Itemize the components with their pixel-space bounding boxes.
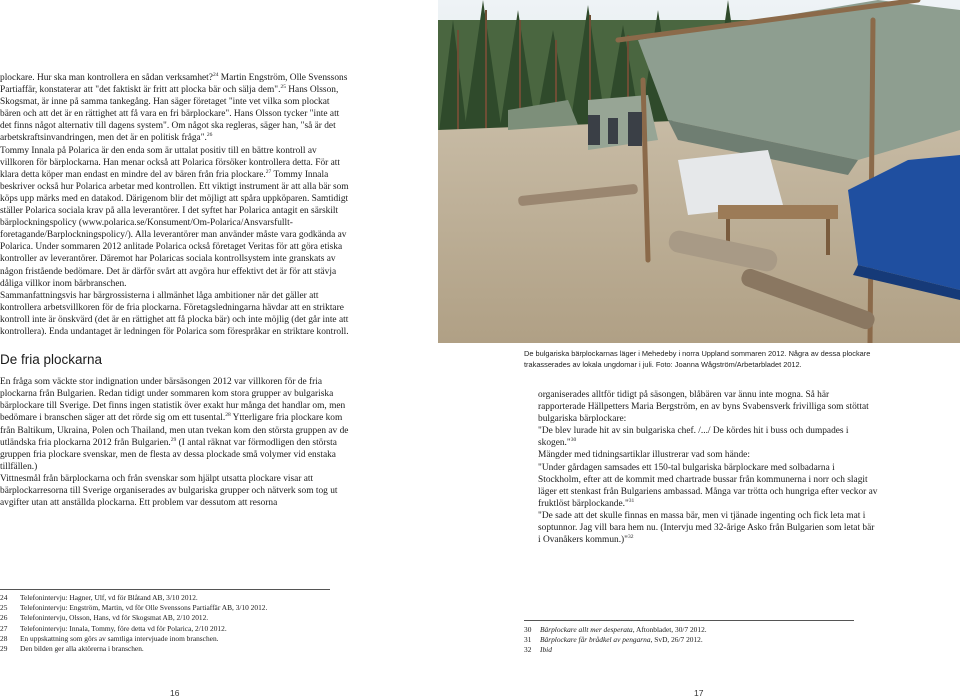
footnote-number: 26 bbox=[0, 613, 8, 623]
footnote-ref: 27 bbox=[265, 168, 272, 175]
footnote bbox=[0, 634, 350, 644]
left-footnotes bbox=[0, 593, 350, 654]
footnote bbox=[0, 593, 350, 603]
text-run: Martin Engström, Olle Svenssons Partiaffär, konstaterar att "det faktiskt är fritt att plocka bär och sälja dem". bbox=[0, 73, 348, 96]
footnote-ref: 30 bbox=[570, 437, 577, 444]
footnote-number: 32 bbox=[524, 645, 532, 655]
quote-text: "De sade att det skulle finnas en massa bär, men vi tjänade ingenting och fick leta mat i soptunnor. Jag vill bara hem nu. (Intervju med 32-årige Asko från Bulgarien som letat bär i Ovanåkers kommun.)" bbox=[538, 510, 875, 546]
text-run: En fråga som väckte stor indignation under bärsäsongen 2012 var villkoren för de fria plockarna från Bulgarien. Redan tidigt under sommaren kom stora grupper av bulgariska bärplockare till Sverige. Det finns ingen statistik över exakt hur många det handlar om, men bedömare i branschen säger att det rörde sig om ett tusental. bbox=[0, 377, 346, 424]
quote-3 bbox=[538, 510, 878, 546]
footnote bbox=[0, 644, 350, 654]
quote-text: "Under gårdagen samsades ett 150-tal bulgariska bärplockare med solbadarna i Stockholm, efter att de kommit med chartrade bussar från kommunerna i norr och slagit läger ett stenkast från Bulgariens ambassad. Många var trötta och hungriga efter veckor av fruktlöst bärplockande." bbox=[538, 462, 878, 509]
text-run: Tommy Innala på Polarica är den enda som är uttalat positiv till en bättre kontroll av villkoren för bärplockarna. Han menar också att Polarica försöker kontrollera detta. För att klara detta köper man endast en mindre del av bären från fria plockare. bbox=[0, 145, 340, 180]
left-paragraph-1 bbox=[0, 72, 350, 145]
camp-photo bbox=[438, 0, 960, 343]
footnote-number: 24 bbox=[0, 593, 8, 602]
text-run: (I antal räknat var förmodligen den största gruppen fria plockare svenskar, men de flesta av dessa plockade små volymer vid enstaka tillfällen.) bbox=[0, 437, 337, 472]
page-number-left: 16 bbox=[170, 688, 180, 698]
footnote bbox=[0, 613, 350, 623]
footnote bbox=[0, 603, 350, 613]
photo-caption: De bulgariska bärplockarnas läger i Mehedeby i norra Uppland sommaren 2012. Några av dessa plockare trakasserades av lokala ungdomar i juli. Foto: Joanna Wågström/Arbetarbladet 2012. bbox=[524, 349, 871, 369]
footnote-ref: 25 bbox=[280, 83, 286, 90]
footnote bbox=[0, 624, 350, 634]
page-number-right: 17 bbox=[694, 688, 704, 698]
quote-text: "De blev lurade hit av sin bulgariska chef. /.../ De kördes hit i buss och dumpades i skogen." bbox=[538, 426, 849, 449]
left-paragraph-2 bbox=[0, 145, 350, 290]
footnote-text: En uppskattning som görs av samtliga intervjuade inom branschen. bbox=[20, 633, 219, 643]
right-body-column bbox=[538, 389, 878, 546]
footnote-number: 27 bbox=[0, 623, 8, 633]
section-heading: De fria plockarna bbox=[0, 352, 103, 368]
footnote-text: Telefonintervju: Innala, Tommy, före detta vd för Polarica, 2/10 2012. bbox=[20, 623, 227, 633]
footnote-text: Telefonintervju: Engström, Martin, vd för Olle Svenssons Partiaffär AB, 3/10 2012. bbox=[20, 603, 268, 613]
left-paragraph-3: Sammanfattningsvis har bärgrossisterna i allmänhet låga ambitioner när det gäller att kontrollera arbetsvillkoren för de fria plockarna. Företagsledningarna hävdar att en striktare kontroll inte är önskvärd (det är en rättighet att få plocka bär) och inte möjlig (det går inte att kontrollera). Enda undantaget är ledningen för Polarica som förespråkar en striktare kontroll. bbox=[0, 290, 349, 337]
left-paragraph-5: Vittnesmål från bärplockarna och från svenskar som hjälpt utsatta plockare visar att bärplockarresorna till Sverige organiserades av bulgariska grupper och nätverk som tog ut avgifter utan att anställda plockarna. Ett problem var dessutom att resorna bbox=[0, 473, 338, 509]
text-run: Ytterligare fria plockare kom från Baltikum, Ukraina, Polen och Thailand, men utan tvekan kom den största gruppen av de utländska fria plockarna 2012 från Bulgarien. bbox=[0, 413, 349, 448]
footnote-number: 30 bbox=[524, 625, 532, 634]
footnote-number: 25 bbox=[0, 603, 8, 613]
footnote-text: Telefonintervju, Olsson, Hans, vd för Skogsmat AB, 2/10 2012. bbox=[20, 613, 209, 623]
footnote-ref: 26 bbox=[206, 132, 213, 139]
wooden-table bbox=[718, 205, 838, 219]
footnote-ref: 29 bbox=[170, 436, 177, 443]
footnote-title: Bärplockare får brådkel av pengarna bbox=[540, 635, 651, 645]
footnote-title: Bärplockare allt mer desperata bbox=[540, 625, 633, 634]
text-run: Tommy Innala beskriver också hur Polarica arbetar med kontrollen. Ett viktigt instrument är att alla bär som köps upp märks med en datakod. Därigenom blir det möjligt att spåra uppköparen. Samtidigt ställer Polarica sociala krav på alla leverantörer. I det syftet har Polarica antagit en särskilt bärplockningspolicy (www.polarica.se/Konsument/Om-Polarica/Ansvarsfullt-foretagande/Barplockningspolicy/). Alla leverantörer man använder måste vara godkända av Polarica. Under sommaren 2012 anlitade Polarica också företaget Veritas för att göra etiska kontroller av leverantörer. Däremot har Polaricas sociala kontrollsystem inte granskats av någon fristående bedömare. Det är därför svårt att avgöra hur effektivt det är för att stävja dåliga villkor inom bärbranschen. bbox=[0, 169, 349, 289]
text-run: plockare. Hur ska man kontrollera en sådan verksamhet? bbox=[0, 73, 213, 83]
footnote bbox=[524, 625, 874, 635]
footnote-source: , Aftonbladet, 30/7 2012. bbox=[632, 625, 707, 634]
footnote-source: , SvD, 26/7 2012. bbox=[650, 635, 703, 645]
footnote-ref: 31 bbox=[628, 497, 635, 504]
quote-2 bbox=[538, 462, 878, 510]
footnote-number: 28 bbox=[0, 633, 8, 643]
footnote-ref: 28 bbox=[225, 412, 231, 419]
left-body-column bbox=[0, 72, 350, 509]
right-paragraph-1: organiserades alltför tidigt på säsongen, blåbären var ännu inte mogna. Så här rapporterade Hällpetters Maria Bergström, en av byns Svabensverk frivilliga som stöttat bulgariska bärplockare: bbox=[538, 390, 869, 425]
camp-photo-illustration bbox=[438, 0, 960, 343]
footnote-text: Telefonintervju: Hagner, Ulf, vd för Blåtand AB, 3/10 2012. bbox=[20, 593, 198, 602]
footnote bbox=[524, 645, 874, 655]
footnote-divider bbox=[0, 589, 330, 590]
footnote-divider bbox=[524, 620, 854, 621]
footnote-number: 31 bbox=[524, 635, 532, 645]
footnote bbox=[524, 635, 874, 645]
footnote-ref: 24 bbox=[212, 71, 219, 78]
quote-1 bbox=[538, 425, 878, 449]
footnote-text: Den bilden ger alla aktörerna i branschen. bbox=[20, 644, 144, 654]
right-footnotes bbox=[524, 625, 874, 656]
footnote-title: Ibid bbox=[540, 645, 552, 655]
text-run: Hans Olsson, Skogsmat, är inne på samma tankegång. Han säger företaget "inte vet vilka som plockat bären och att det är en rättighet att få vara en fri bärplockare". Hans Olsson tycker "inte att det finns något alternativ till dagens system". Om något ska regleras, säger han, "så är det arbetskraftsinvandringen, men det är en politisk fråga". bbox=[0, 85, 340, 144]
left-paragraph-4 bbox=[0, 376, 350, 473]
right-paragraph-2: Mängder med tidningsartiklar illustrerar vad som hände: bbox=[538, 450, 750, 461]
footnote-ref: 32 bbox=[628, 534, 634, 540]
footnote-number: 29 bbox=[0, 644, 8, 654]
